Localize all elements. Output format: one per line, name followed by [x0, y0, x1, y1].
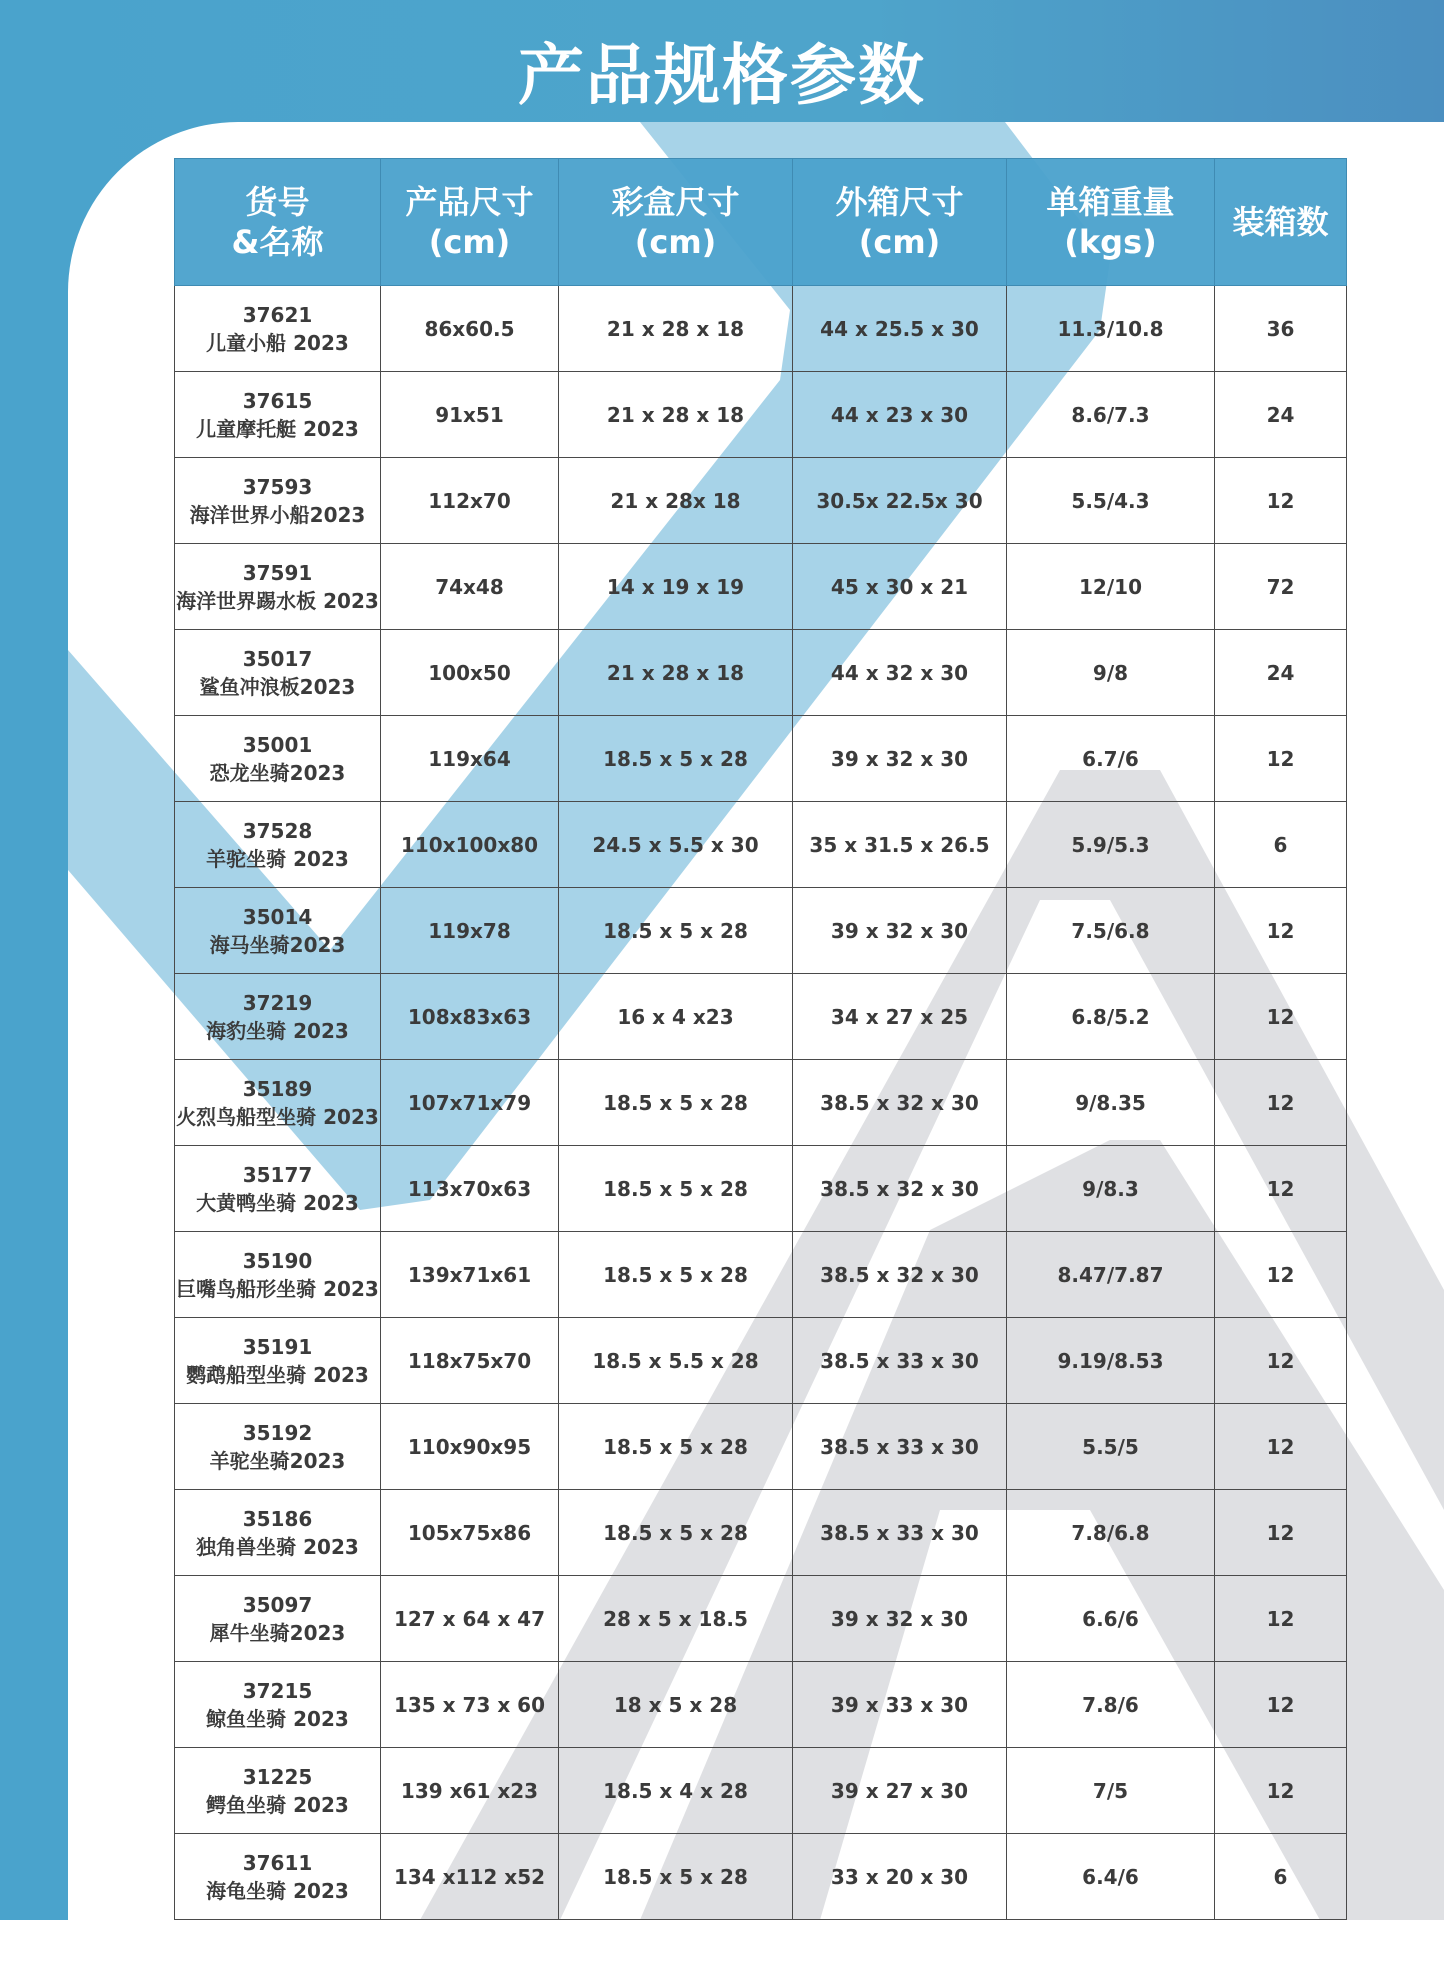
cell-product-size: 74x48 [381, 544, 559, 630]
cell-product-size: 118x75x70 [381, 1318, 559, 1404]
cell-carton-size: 38.5 x 33 x 30 [793, 1490, 1007, 1576]
header-line2: (cm) [428, 223, 511, 261]
cell-carton-weight: 5.5/4.3 [1007, 458, 1215, 544]
cell-box-size: 18.5 x 5 x 28 [559, 1834, 793, 1920]
item-code: 35177 [242, 1162, 313, 1187]
cell-code-name [175, 458, 381, 544]
item-code: 35189 [242, 1076, 313, 1101]
cell-box-size: 16 x 4 x23 [559, 974, 793, 1060]
cell-pack-qty: 12 [1215, 1490, 1347, 1576]
cell-code-name [175, 1232, 381, 1318]
item-name: 海马坐骑2023 [209, 932, 346, 957]
cell-code-name [175, 1060, 381, 1146]
cell-box-size: 18.5 x 5 x 28 [559, 1146, 793, 1232]
cell-product-size: 100x50 [381, 630, 559, 716]
cell-carton-size: 35 x 31.5 x 26.5 [793, 802, 1007, 888]
cell-code-name [175, 1834, 381, 1920]
cell-box-size: 21 x 28 x 18 [559, 372, 793, 458]
header-line2: (cm) [634, 223, 717, 261]
item-code: 37615 [242, 388, 313, 413]
table-row [175, 974, 1347, 1060]
cell-carton-size: 39 x 32 x 30 [793, 716, 1007, 802]
item-code: 35001 [242, 732, 313, 757]
item-code: 31225 [242, 1764, 313, 1789]
cell-product-size: 119x78 [381, 888, 559, 974]
cell-product-size: 134 x112 x52 [381, 1834, 559, 1920]
table-row [175, 1318, 1347, 1404]
cell-box-size: 18.5 x 5 x 28 [559, 1490, 793, 1576]
header-code-name [175, 159, 381, 286]
item-name: 鹦鹉船型坐骑 2023 [186, 1362, 369, 1387]
item-code: 35191 [242, 1334, 313, 1359]
item-code: 35097 [242, 1592, 313, 1617]
item-code: 37215 [242, 1678, 313, 1703]
cell-pack-qty: 24 [1215, 372, 1347, 458]
cell-box-size: 18.5 x 5 x 28 [559, 888, 793, 974]
item-name: 儿童小船 2023 [206, 330, 349, 355]
cell-pack-qty: 12 [1215, 1576, 1347, 1662]
item-code: 37621 [242, 302, 313, 327]
cell-carton-weight: 11.3/10.8 [1007, 286, 1215, 372]
cell-carton-size: 39 x 32 x 30 [793, 888, 1007, 974]
cell-code-name [175, 1146, 381, 1232]
cell-box-size: 21 x 28x 18 [559, 458, 793, 544]
table-row [175, 1834, 1347, 1920]
item-code: 35190 [242, 1248, 313, 1273]
item-name: 羊驼坐骑2023 [209, 1448, 346, 1473]
item-code: 37219 [242, 990, 313, 1015]
item-code: 35192 [242, 1420, 313, 1445]
cell-carton-weight: 9/8.35 [1007, 1060, 1215, 1146]
cell-pack-qty: 12 [1215, 1404, 1347, 1490]
cell-box-size: 24.5 x 5.5 x 30 [559, 802, 793, 888]
cell-box-size: 18.5 x 5.5 x 28 [559, 1318, 793, 1404]
item-name: 鲸鱼坐骑 2023 [206, 1706, 349, 1731]
cell-carton-weight: 12/10 [1007, 544, 1215, 630]
cell-carton-weight: 6.4/6 [1007, 1834, 1215, 1920]
cell-carton-weight: 6.7/6 [1007, 716, 1215, 802]
cell-pack-qty: 24 [1215, 630, 1347, 716]
item-code: 37591 [242, 560, 313, 585]
cell-code-name [175, 372, 381, 458]
cell-pack-qty: 6 [1215, 1834, 1347, 1920]
item-name: 儿童摩托艇 2023 [196, 416, 359, 441]
item-code: 35014 [242, 904, 313, 929]
cell-product-size: 107x71x79 [381, 1060, 559, 1146]
cell-code-name [175, 630, 381, 716]
cell-carton-size: 38.5 x 32 x 30 [793, 1060, 1007, 1146]
cell-box-size: 18 x 5 x 28 [559, 1662, 793, 1748]
cell-carton-size: 38.5 x 33 x 30 [793, 1404, 1007, 1490]
cell-box-size: 18.5 x 5 x 28 [559, 1060, 793, 1146]
table-row [175, 1060, 1347, 1146]
cell-product-size: 112x70 [381, 458, 559, 544]
cell-carton-weight: 9/8 [1007, 630, 1215, 716]
item-name: 鳄鱼坐骑 2023 [206, 1792, 349, 1817]
item-code: 35017 [242, 646, 313, 671]
item-name: 独角兽坐骑 2023 [196, 1534, 359, 1559]
table-row [175, 458, 1347, 544]
item-code: 37593 [242, 474, 313, 499]
table-row [175, 888, 1347, 974]
table-row [175, 372, 1347, 458]
table-row [175, 802, 1347, 888]
cell-pack-qty: 12 [1215, 1060, 1347, 1146]
cell-product-size: 105x75x86 [381, 1490, 559, 1576]
table-row [175, 1232, 1347, 1318]
header-row [175, 159, 1347, 286]
cell-code-name [175, 1404, 381, 1490]
cell-carton-size: 44 x 32 x 30 [793, 630, 1007, 716]
cell-carton-size: 30.5x 22.5x 30 [793, 458, 1007, 544]
cell-carton-weight: 7/5 [1007, 1748, 1215, 1834]
cell-box-size: 18.5 x 5 x 28 [559, 716, 793, 802]
header-carton-weight [1007, 159, 1215, 286]
cell-pack-qty: 72 [1215, 544, 1347, 630]
item-name: 火烈鸟船型坐骑 2023 [176, 1104, 379, 1129]
cell-code-name [175, 888, 381, 974]
spec-table-wrapper [174, 158, 1346, 1903]
cell-product-size: 135 x 73 x 60 [381, 1662, 559, 1748]
header-line2: &名称 [231, 223, 324, 261]
item-name: 海洋世界小船2023 [189, 502, 366, 527]
cell-pack-qty: 36 [1215, 286, 1347, 372]
cell-carton-size: 44 x 25.5 x 30 [793, 286, 1007, 372]
cell-product-size: 86x60.5 [381, 286, 559, 372]
cell-product-size: 139 x61 x23 [381, 1748, 559, 1834]
cell-carton-size: 33 x 20 x 30 [793, 1834, 1007, 1920]
cell-pack-qty: 12 [1215, 1146, 1347, 1232]
cell-product-size: 91x51 [381, 372, 559, 458]
cell-product-size: 127 x 64 x 47 [381, 1576, 559, 1662]
item-code: 35186 [242, 1506, 313, 1531]
cell-product-size: 119x64 [381, 716, 559, 802]
item-code: 37528 [242, 818, 313, 843]
item-name: 巨嘴鸟船形坐骑 2023 [176, 1276, 379, 1301]
item-name: 大黄鸭坐骑 2023 [196, 1190, 359, 1215]
cell-pack-qty: 12 [1215, 1232, 1347, 1318]
item-name: 海豹坐骑 2023 [206, 1018, 349, 1043]
cell-carton-size: 38.5 x 33 x 30 [793, 1318, 1007, 1404]
cell-pack-qty: 12 [1215, 974, 1347, 1060]
header-line2: (cm) [858, 223, 941, 261]
cell-carton-weight: 6.6/6 [1007, 1576, 1215, 1662]
table-row [175, 1662, 1347, 1748]
header-line1: 外箱尺寸 [835, 183, 964, 221]
cell-carton-size: 39 x 33 x 30 [793, 1662, 1007, 1748]
header-line1: 产品尺寸 [405, 183, 534, 221]
cell-pack-qty: 6 [1215, 802, 1347, 888]
item-name: 恐龙坐骑2023 [209, 760, 346, 785]
header-carton-size [793, 159, 1007, 286]
cell-carton-size: 38.5 x 32 x 30 [793, 1232, 1007, 1318]
cell-carton-weight: 8.6/7.3 [1007, 372, 1215, 458]
cell-carton-size: 45 x 30 x 21 [793, 544, 1007, 630]
table-row [175, 1576, 1347, 1662]
header-line1: 彩盒尺寸 [611, 183, 740, 221]
cell-code-name [175, 1318, 381, 1404]
cell-carton-size: 38.5 x 32 x 30 [793, 1146, 1007, 1232]
cell-carton-size: 39 x 27 x 30 [793, 1748, 1007, 1834]
table-row [175, 544, 1347, 630]
cell-code-name [175, 974, 381, 1060]
cell-product-size: 108x83x63 [381, 974, 559, 1060]
cell-carton-size: 44 x 23 x 30 [793, 372, 1007, 458]
spec-table [174, 158, 1347, 1920]
table-body [175, 286, 1347, 1920]
cell-box-size: 21 x 28 x 18 [559, 630, 793, 716]
cell-carton-weight: 6.8/5.2 [1007, 974, 1215, 1060]
cell-box-size: 14 x 19 x 19 [559, 544, 793, 630]
item-name: 犀牛坐骑2023 [209, 1620, 346, 1645]
cell-pack-qty: 12 [1215, 1662, 1347, 1748]
header-box-size [559, 159, 793, 286]
header-line1: 货号 [245, 183, 310, 221]
cell-code-name [175, 286, 381, 372]
cell-box-size: 18.5 x 5 x 28 [559, 1232, 793, 1318]
cell-pack-qty: 12 [1215, 888, 1347, 974]
header-line1: 单箱重量 [1046, 183, 1175, 221]
cell-product-size: 110x90x95 [381, 1404, 559, 1490]
cell-carton-weight: 5.5/5 [1007, 1404, 1215, 1490]
item-name: 海洋世界踢水板 2023 [176, 588, 379, 613]
cell-product-size: 110x100x80 [381, 802, 559, 888]
cell-code-name [175, 802, 381, 888]
cell-code-name [175, 1662, 381, 1748]
cell-carton-weight: 9.19/8.53 [1007, 1318, 1215, 1404]
header-pack-qty [1215, 159, 1347, 286]
cell-pack-qty: 12 [1215, 1318, 1347, 1404]
cell-pack-qty: 12 [1215, 458, 1347, 544]
header-product-size [381, 159, 559, 286]
cell-box-size: 28 x 5 x 18.5 [559, 1576, 793, 1662]
cell-box-size: 21 x 28 x 18 [559, 286, 793, 372]
table-row [175, 1490, 1347, 1576]
cell-code-name [175, 1576, 381, 1662]
cell-carton-weight: 7.8/6 [1007, 1662, 1215, 1748]
item-name: 羊驼坐骑 2023 [206, 846, 349, 871]
table-row [175, 286, 1347, 372]
cell-carton-size: 34 x 27 x 25 [793, 974, 1007, 1060]
item-name: 鲨鱼冲浪板2023 [199, 674, 356, 699]
cell-product-size: 139x71x61 [381, 1232, 559, 1318]
table-row [175, 1146, 1347, 1232]
table-row [175, 630, 1347, 716]
item-name: 海龟坐骑 2023 [206, 1878, 349, 1903]
table-row [175, 1404, 1347, 1490]
cell-carton-weight: 5.9/5.3 [1007, 802, 1215, 888]
table-row [175, 1748, 1347, 1834]
table-row [175, 716, 1347, 802]
cell-carton-weight: 9/8.3 [1007, 1146, 1215, 1232]
cell-code-name [175, 1748, 381, 1834]
cell-code-name [175, 544, 381, 630]
cell-pack-qty: 12 [1215, 716, 1347, 802]
header-line2: (kgs) [1064, 223, 1157, 261]
cell-code-name [175, 716, 381, 802]
page-title: 产品规格参数 [518, 37, 926, 114]
cell-carton-size: 39 x 32 x 30 [793, 1576, 1007, 1662]
cell-box-size: 18.5 x 5 x 28 [559, 1404, 793, 1490]
item-code: 37611 [242, 1850, 313, 1875]
cell-code-name [175, 1490, 381, 1576]
cell-product-size: 113x70x63 [381, 1146, 559, 1232]
cell-box-size: 18.5 x 4 x 28 [559, 1748, 793, 1834]
header-line1: 装箱数 [1232, 203, 1329, 241]
cell-carton-weight: 7.8/6.8 [1007, 1490, 1215, 1576]
cell-pack-qty: 12 [1215, 1748, 1347, 1834]
cell-carton-weight: 8.47/7.87 [1007, 1232, 1215, 1318]
cell-carton-weight: 7.5/6.8 [1007, 888, 1215, 974]
